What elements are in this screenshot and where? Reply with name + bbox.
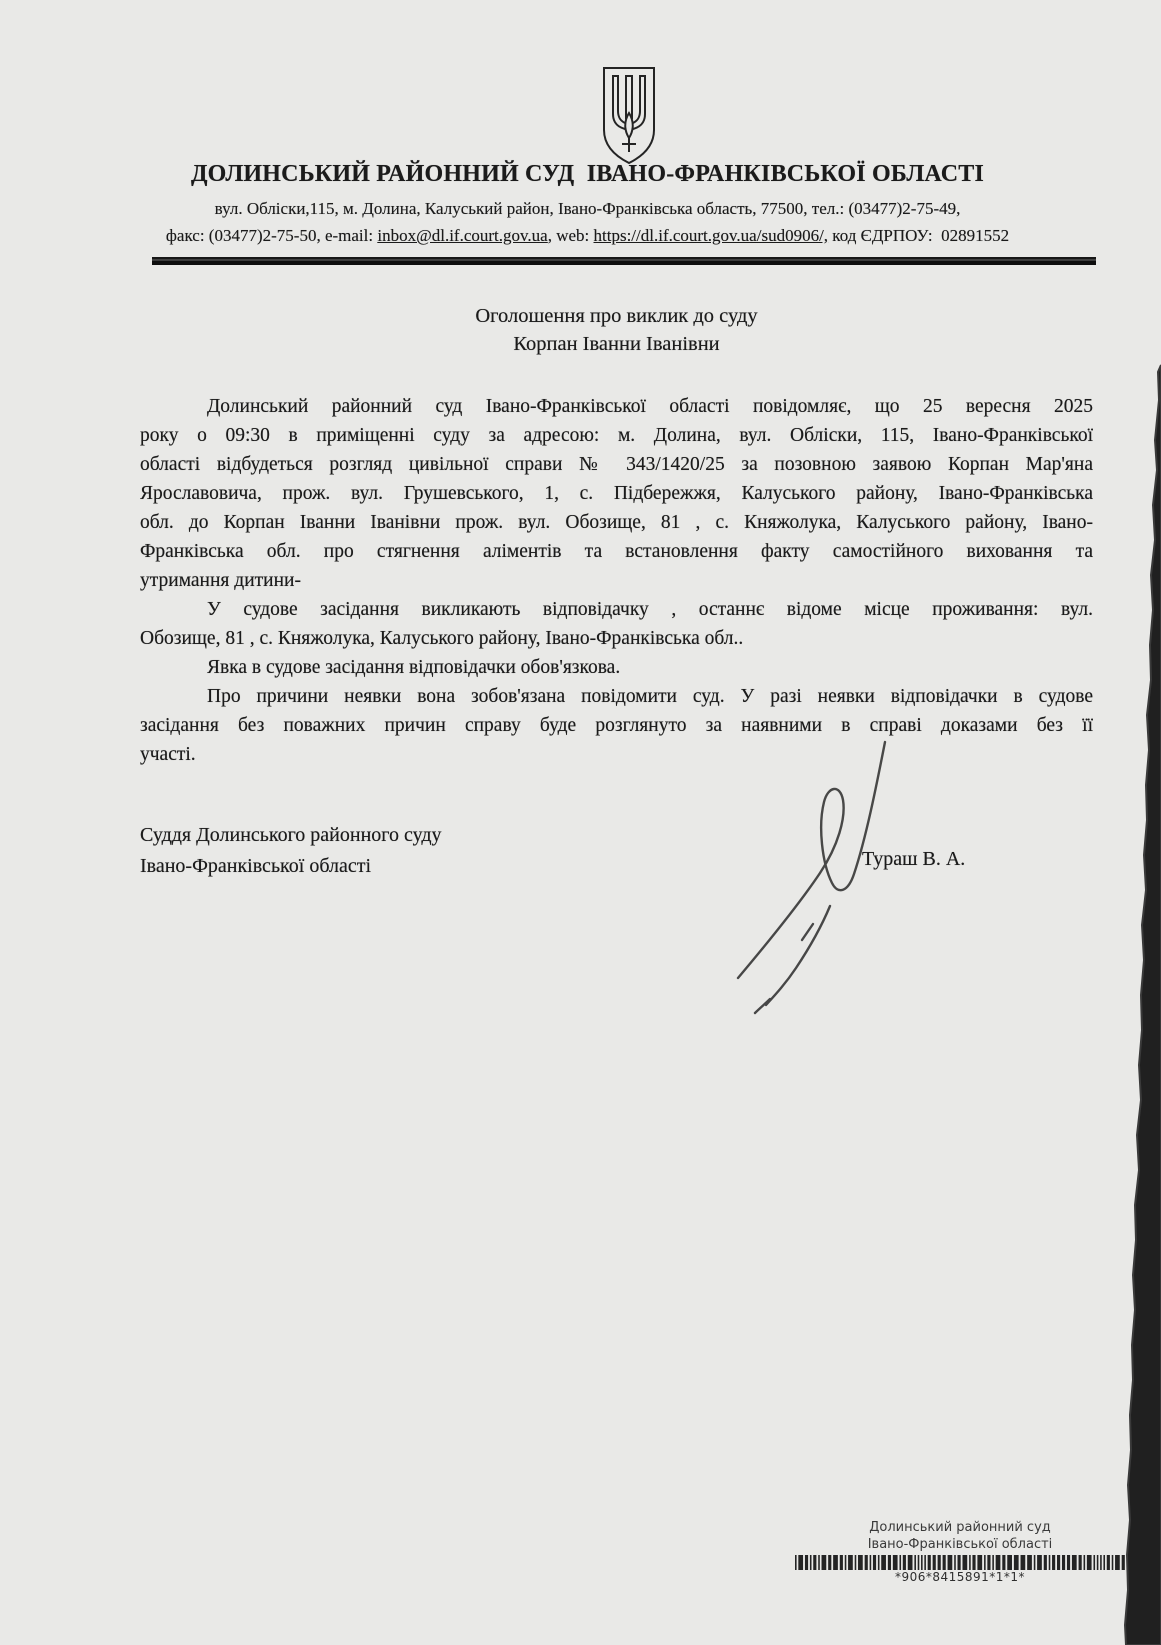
body-line: Ярославовича, прож. вул. Грушевського, 1, с. Підбережжя, Калуського району, Івано-Франківська (140, 483, 1093, 504)
body-line: Явка в судове засідання відповідачки обов'язкова. (207, 657, 621, 678)
text-segment: код ЄДРПОУ: 02891552 (828, 226, 1010, 245)
footer-stamp (740, 1519, 1161, 1584)
underlined-text-segment: https://dl.if.court.gov.ua/sud0906/, (593, 226, 829, 245)
body-line: засідання без поважних причин справу буде розглянуто за наявними в справі доказами без її (140, 715, 1093, 736)
body-line: обл. до Корпан Іванни Іванівни прож. вул. Обозище, 81 , с. Княжолука, Калуського району, Івано- (140, 512, 1093, 533)
body-line: Про причини неявки вона зобов'язана повідомити суд. У разі неявки відповідачки в судове (207, 686, 1093, 707)
court-name: ДОЛИНСЬКИЙ РАЙОННИЙ СУД ІВАНО-ФРАНКІВСЬКОЇ ОБЛАСТІ (190, 161, 985, 187)
body-line: Долинський районний суд Івано-Франківської області повідомляє, що 25 вересня 2025 (207, 396, 1093, 417)
judge-role-line2: Івано-Франківської області (140, 855, 372, 877)
text-segment: факс: (03477)2-75-50, e-mail: (165, 226, 378, 245)
footer-court-line1: Долинський районний суд (869, 1520, 1051, 1535)
body-line: Франківська обл. про стягнення аліментів та встановлення факту самостійного виховання та (140, 541, 1093, 562)
body-line: Обозище, 81 , с. Княжолука, Калуського району, Івано-Франківська обл.. (140, 628, 744, 649)
barcode (795, 1555, 1125, 1570)
court-address-line: вул. Обліски,115, м. Долина, Калуський район, Івано-Франківська область, 77500, тел.: (03477)2-75-49, (214, 199, 961, 218)
body-line: року о 09:30 в приміщенні суду за адресою: м. Долина, вул. Обліски, 115, Івано-Франківської (140, 425, 1093, 446)
footer-court-line2: Івано-Франківської області (867, 1537, 1053, 1552)
body-line: області відбудеться розгляд цивільної справи № 343/1420/25 за позовною заявою Корпан Мар'яна (140, 454, 1093, 475)
judge-role-block (140, 820, 442, 882)
ukraine-trident-emblem (602, 66, 656, 166)
body-line: У судове засідання викликають відповідачку , останнє відоме місце проживання: вул. (207, 599, 1093, 620)
barcode-text: *906*8415891*1*1* (894, 1570, 1026, 1584)
announcement-body (140, 392, 1093, 769)
announcement-addressee: Корпан Іванни Іванівни (513, 333, 720, 355)
body-line: утримання дитини- (140, 570, 301, 591)
judge-name: Тураш В. А. (862, 848, 966, 870)
court-contact-line (30, 226, 1145, 246)
body-line: участі. (140, 744, 196, 765)
text-segment: , web: (547, 226, 594, 245)
announcement-title: Оголошення про виклик до суду (475, 305, 758, 327)
underlined-text-segment: inbox@dl.if.court.gov.ua (377, 226, 548, 245)
handwritten-signature (700, 678, 920, 1023)
header-divider-rule (152, 257, 1096, 265)
judge-role-line1: Суддя Долинського районного суду (140, 824, 442, 846)
